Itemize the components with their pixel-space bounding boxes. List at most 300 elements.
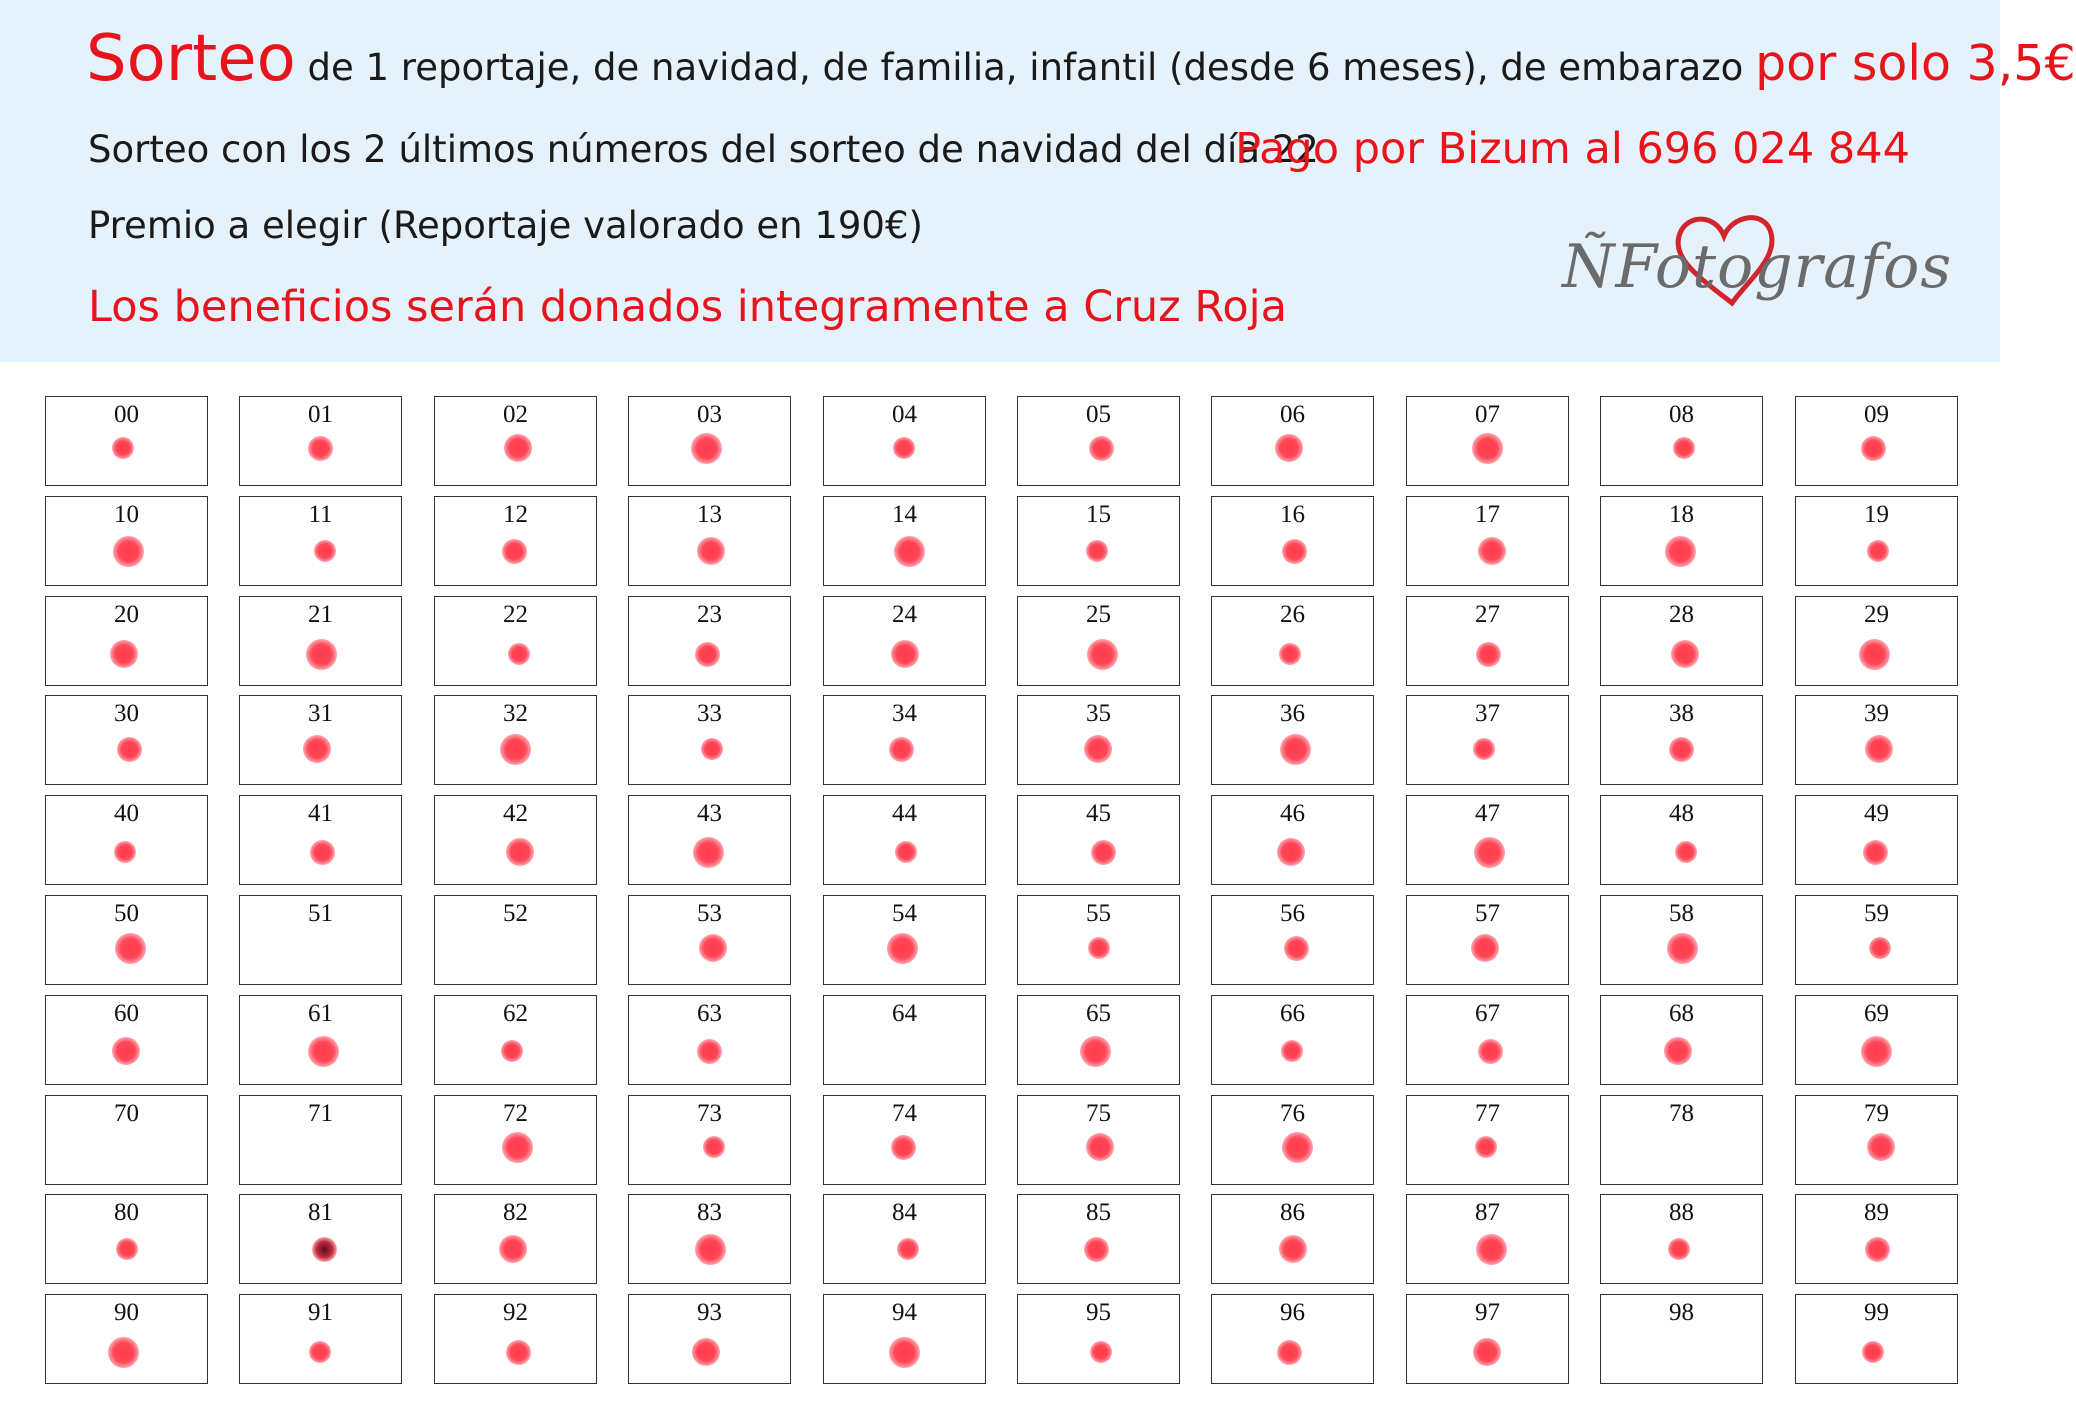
grid-cell-03 [628,396,791,486]
taken-mark [1865,1237,1890,1262]
grid-cell-95 [1017,1294,1180,1384]
grid-cell-20 [45,596,208,686]
taken-mark [1669,737,1694,762]
grid-cell-85 [1017,1194,1180,1284]
grid-cell-31 [239,695,402,785]
taken-mark [1664,1037,1692,1065]
taken-mark [310,840,335,865]
grid-cell-61 [239,995,402,1085]
cell-number: 99 [1864,1299,1889,1326]
grid-cell-09 [1795,396,1958,486]
grid-cell-67 [1406,995,1569,1085]
taken-mark [701,738,723,760]
taken-mark [1863,840,1888,865]
cell-number: 97 [1475,1299,1500,1326]
taken-mark [1861,436,1886,461]
taken-mark [500,734,531,765]
title-sorteo: Sorteo [86,22,296,96]
grid-cell-70 [45,1095,208,1185]
taken-mark [1859,639,1890,670]
taken-mark [1475,1136,1497,1158]
grid-cell-89 [1795,1194,1958,1284]
grid-cell-35 [1017,695,1180,785]
logo-wordmark [1562,232,1952,302]
grid-cell-39 [1795,695,1958,785]
cell-number: 84 [892,1199,917,1226]
grid-cell-37 [1406,695,1569,785]
cell-number: 34 [892,700,917,727]
taken-mark [1478,537,1506,565]
taken-mark [1671,640,1699,668]
taken-mark [1869,937,1891,959]
taken-mark [1667,933,1698,964]
grid-cell-49 [1795,795,1958,885]
grid-cell-60 [45,995,208,1085]
grid-cell-00 [45,396,208,486]
grid-cell-18 [1600,496,1763,586]
grid-cell-98 [1600,1294,1763,1384]
grid-cell-45 [1017,795,1180,885]
cell-number: 59 [1864,900,1889,927]
grid-cell-40 [45,795,208,885]
cell-number: 95 [1086,1299,1111,1326]
grid-cell-17 [1406,496,1569,586]
title-description: de 1 reportaje, de navidad, de familia, infantil (desde 6 meses), de embarazo [295,46,1756,89]
taken-mark [1675,841,1697,863]
taken-mark [115,933,146,964]
taken-mark [1279,1235,1307,1263]
grid-cell-96 [1211,1294,1374,1384]
taken-mark [1476,642,1501,667]
cell-number: 74 [892,1100,917,1127]
draw-info: Sorteo con los 2 últimos números del sorteo de navidad del día 22 [88,128,1319,171]
payment-info: Pago por Bizum al 696 024 844 [1235,124,1910,174]
taken-mark [1089,436,1114,461]
taken-mark [1091,840,1116,865]
grid-cell-22 [434,596,597,686]
cell-number: 26 [1280,601,1305,628]
grid-cell-02 [434,396,597,486]
taken-mark [895,841,917,863]
cell-number: 44 [892,800,917,827]
grid-cell-48 [1600,795,1763,885]
cell-number: 42 [503,800,528,827]
cell-number: 54 [892,900,917,927]
grid-cell-75 [1017,1095,1180,1185]
cell-number: 36 [1280,700,1305,727]
grid-cell-14 [823,496,986,586]
cell-number: 28 [1669,601,1694,628]
taken-mark [1282,539,1307,564]
cell-number: 76 [1280,1100,1305,1127]
taken-mark [1471,934,1499,962]
cell-number: 68 [1669,1000,1694,1027]
cell-number: 45 [1086,800,1111,827]
taken-mark [1472,433,1503,464]
taken-mark [502,1132,533,1163]
grid-cell-76 [1211,1095,1374,1185]
taken-mark [110,640,138,668]
cell-number: 73 [697,1100,722,1127]
taken-mark [1080,1036,1111,1067]
grid-cell-59 [1795,895,1958,985]
grid-cell-78 [1600,1095,1763,1185]
grid-cell-46 [1211,795,1374,885]
taken-mark [114,841,136,863]
taken-mark [695,1234,726,1265]
cell-number: 24 [892,601,917,628]
taken-mark [312,1237,337,1262]
taken-mark [499,1235,527,1263]
grid-cell-36 [1211,695,1374,785]
grid-cell-23 [628,596,791,686]
title-price: por solo 3,5€ [1755,35,2076,92]
taken-mark [112,437,134,459]
cell-number: 33 [697,700,722,727]
grid-cell-58 [1600,895,1763,985]
taken-mark [1090,1341,1112,1363]
taken-mark [308,1036,339,1067]
taken-mark [508,643,530,665]
taken-mark [1673,437,1695,459]
grid-cell-32 [434,695,597,785]
cell-number: 43 [697,800,722,827]
grid-cell-71 [239,1095,402,1185]
grid-cell-54 [823,895,986,985]
taken-mark [501,1040,523,1062]
taken-mark [693,837,724,868]
grid-cell-11 [239,496,402,586]
grid-cell-69 [1795,995,1958,1085]
grid-cell-66 [1211,995,1374,1085]
cell-number: 55 [1086,900,1111,927]
taken-mark [1665,536,1696,567]
cell-number: 30 [114,700,139,727]
cell-number: 49 [1864,800,1889,827]
grid-cell-94 [823,1294,986,1384]
cell-number: 58 [1669,900,1694,927]
taken-mark [1277,1340,1302,1365]
cell-number: 01 [308,401,333,428]
grid-cell-28 [1600,596,1763,686]
grid-cell-42 [434,795,597,885]
grid-cell-13 [628,496,791,586]
taken-mark [889,737,914,762]
cell-number: 70 [114,1100,139,1127]
grid-cell-92 [434,1294,597,1384]
title-line [86,22,2076,96]
cell-number: 41 [308,800,333,827]
taken-mark [893,437,915,459]
cell-number: 02 [503,401,528,428]
cell-number: 04 [892,401,917,428]
grid-cell-21 [239,596,402,686]
grid-cell-57 [1406,895,1569,985]
prize-info: Premio a elegir (Reportaje valorado en 190€) [88,204,923,247]
grid-cell-65 [1017,995,1180,1085]
taken-mark [1862,1341,1884,1363]
cell-number: 32 [503,700,528,727]
taken-mark [1086,540,1108,562]
taken-mark [113,536,144,567]
taken-mark [1867,1133,1895,1161]
cell-number: 81 [308,1199,333,1226]
grid-cell-56 [1211,895,1374,985]
cell-number: 51 [308,900,333,927]
logo-text: Fotografos [1615,232,1953,302]
cell-number: 60 [114,1000,139,1027]
grid-cell-99 [1795,1294,1958,1384]
cell-number: 62 [503,1000,528,1027]
grid-cell-07 [1406,396,1569,486]
taken-mark [1284,936,1309,961]
cell-number: 86 [1280,1199,1305,1226]
grid-cell-44 [823,795,986,885]
cell-number: 64 [892,1000,917,1027]
taken-mark [1088,937,1110,959]
grid-cell-50 [45,895,208,985]
logo-letter: Ñ [1562,232,1616,302]
grid-cell-80 [45,1194,208,1284]
taken-mark [1476,1234,1507,1265]
taken-mark [695,642,720,667]
cell-number: 87 [1475,1199,1500,1226]
taken-mark [1084,735,1112,763]
taken-mark [1865,735,1893,763]
cell-number: 61 [308,1000,333,1027]
taken-mark [692,1338,720,1366]
taken-mark [1282,1132,1313,1163]
charity-info: Los beneficios serán donados integramente a Cruz Roja [88,282,1287,332]
cell-number: 72 [503,1100,528,1127]
grid-cell-26 [1211,596,1374,686]
cell-number: 56 [1280,900,1305,927]
grid-cell-90 [45,1294,208,1384]
taken-mark [699,934,727,962]
grid-cell-19 [1795,496,1958,586]
grid-cell-08 [1600,396,1763,486]
taken-mark [1861,1036,1892,1067]
cell-number: 78 [1669,1100,1694,1127]
grid-cell-27 [1406,596,1569,686]
grid-cell-55 [1017,895,1180,985]
taken-mark [887,933,918,964]
taken-mark [1279,643,1301,665]
grid-cell-29 [1795,596,1958,686]
cell-number: 66 [1280,1000,1305,1027]
cell-number: 50 [114,900,139,927]
cell-number: 19 [1864,501,1889,528]
cell-number: 96 [1280,1299,1305,1326]
cell-number: 35 [1086,700,1111,727]
taken-mark [506,838,534,866]
taken-mark [1277,838,1305,866]
taken-mark [1280,734,1311,765]
cell-number: 39 [1864,700,1889,727]
taken-mark [691,433,722,464]
cell-number: 23 [697,601,722,628]
taken-mark [1275,434,1303,462]
cell-number: 57 [1475,900,1500,927]
grid-cell-51 [239,895,402,985]
taken-mark [1087,639,1118,670]
grid-cell-93 [628,1294,791,1384]
grid-cell-43 [628,795,791,885]
cell-number: 92 [503,1299,528,1326]
grid-cell-12 [434,496,597,586]
taken-mark [891,640,919,668]
cell-number: 27 [1475,601,1500,628]
taken-mark [1084,1237,1109,1262]
cell-number: 13 [697,501,722,528]
taken-mark [1668,1238,1690,1260]
cell-number: 18 [1669,501,1694,528]
grid-cell-81 [239,1194,402,1284]
taken-mark [1473,1338,1501,1366]
grid-cell-16 [1211,496,1374,586]
cell-number: 15 [1086,501,1111,528]
grid-cell-73 [628,1095,791,1185]
taken-mark [1474,837,1505,868]
grid-cell-74 [823,1095,986,1185]
cell-number: 03 [697,401,722,428]
cell-number: 69 [1864,1000,1889,1027]
taken-mark [1086,1133,1114,1161]
grid-cell-62 [434,995,597,1085]
taken-mark [308,436,333,461]
grid-cell-83 [628,1194,791,1284]
grid-cell-05 [1017,396,1180,486]
taken-mark [1867,540,1889,562]
cell-number: 29 [1864,601,1889,628]
cell-number: 22 [503,601,528,628]
cell-number: 20 [114,601,139,628]
cell-number: 14 [892,501,917,528]
header-banner [0,0,2076,362]
cell-number: 16 [1280,501,1305,528]
cell-number: 25 [1086,601,1111,628]
taken-mark [891,1135,916,1160]
taken-mark [697,537,725,565]
cell-number: 67 [1475,1000,1500,1027]
grid-cell-33 [628,695,791,785]
cell-number: 38 [1669,700,1694,727]
taken-mark [108,1337,139,1368]
taken-mark [502,539,527,564]
grid-cell-88 [1600,1194,1763,1284]
cell-number: 00 [114,401,139,428]
grid-cell-06 [1211,396,1374,486]
cell-number: 94 [892,1299,917,1326]
grid-cell-86 [1211,1194,1374,1284]
grid-cell-64 [823,995,986,1085]
grid-cell-82 [434,1194,597,1284]
grid-cell-47 [1406,795,1569,885]
taken-mark [309,1341,331,1363]
cell-number: 12 [503,501,528,528]
taken-mark [1478,1039,1503,1064]
grid-cell-30 [45,695,208,785]
cell-number: 77 [1475,1100,1500,1127]
grid-cell-97 [1406,1294,1569,1384]
grid-cell-63 [628,995,791,1085]
taken-mark [703,1136,725,1158]
taken-mark [894,536,925,567]
grid-cell-38 [1600,695,1763,785]
cell-number: 10 [114,501,139,528]
cell-number: 71 [308,1100,333,1127]
cell-number: 06 [1280,401,1305,428]
cell-number: 79 [1864,1100,1889,1127]
cell-number: 91 [308,1299,333,1326]
cell-number: 48 [1669,800,1694,827]
cell-number: 31 [308,700,333,727]
cell-number: 85 [1086,1199,1111,1226]
cell-number: 09 [1864,401,1889,428]
cell-number: 75 [1086,1100,1111,1127]
grid-cell-25 [1017,596,1180,686]
cell-number: 46 [1280,800,1305,827]
taken-mark [117,737,142,762]
cell-number: 08 [1669,401,1694,428]
taken-mark [1281,1040,1303,1062]
cell-number: 40 [114,800,139,827]
grid-cell-79 [1795,1095,1958,1185]
grid-cell-01 [239,396,402,486]
cell-number: 82 [503,1199,528,1226]
grid-cell-10 [45,496,208,586]
taken-mark [303,735,331,763]
taken-mark [314,540,336,562]
grid-cell-77 [1406,1095,1569,1185]
cell-number: 21 [308,601,333,628]
cell-number: 47 [1475,800,1500,827]
grid-cell-68 [1600,995,1763,1085]
cell-number: 17 [1475,501,1500,528]
cell-number: 93 [697,1299,722,1326]
cell-number: 05 [1086,401,1111,428]
grid-cell-52 [434,895,597,985]
taken-mark [697,1039,722,1064]
taken-mark [1473,738,1495,760]
cell-number: 07 [1475,401,1500,428]
grid-cell-04 [823,396,986,486]
number-grid [45,396,1960,1386]
cell-number: 53 [697,900,722,927]
cell-number: 90 [114,1299,139,1326]
taken-mark [116,1238,138,1260]
cell-number: 89 [1864,1199,1889,1226]
cell-number: 65 [1086,1000,1111,1027]
cell-number: 37 [1475,700,1500,727]
cell-number: 80 [114,1199,139,1226]
grid-cell-53 [628,895,791,985]
grid-cell-34 [823,695,986,785]
taken-mark [306,639,337,670]
taken-mark [889,1337,920,1368]
cell-number: 98 [1669,1299,1694,1326]
grid-cell-41 [239,795,402,885]
cell-number: 52 [503,900,528,927]
taken-mark [897,1238,919,1260]
taken-mark [506,1340,531,1365]
grid-cell-91 [239,1294,402,1384]
taken-mark [112,1037,140,1065]
grid-cell-15 [1017,496,1180,586]
cell-number: 63 [697,1000,722,1027]
grid-cell-87 [1406,1194,1569,1284]
cell-number: 88 [1669,1199,1694,1226]
